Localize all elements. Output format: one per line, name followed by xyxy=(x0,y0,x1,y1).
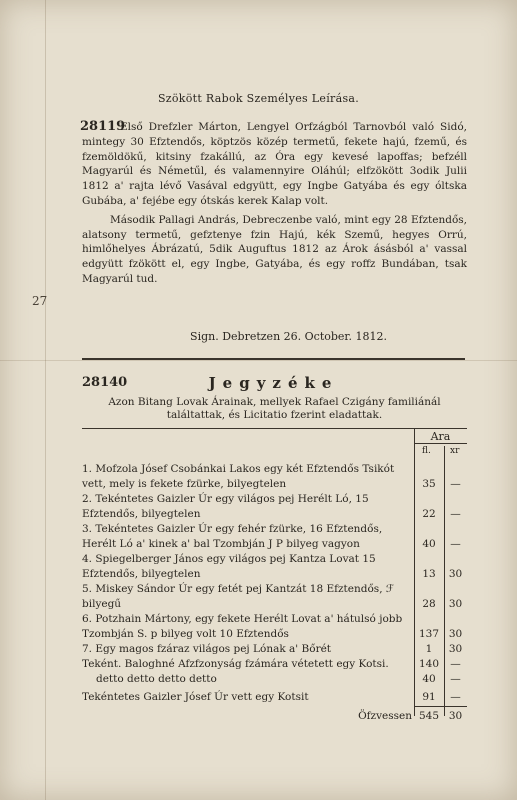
row-xr: — xyxy=(450,538,461,550)
notice1-title: Szökött Rabok Személyes Leírása. xyxy=(157,92,360,105)
fold-line xyxy=(0,360,517,361)
row-xr: 30 xyxy=(448,628,463,640)
row-xr: 30 xyxy=(448,643,463,655)
row-xr: 30 xyxy=(448,598,463,610)
row-fl: 1 xyxy=(425,643,433,655)
row-description: Teként. Baloghné Afzfzonyság fzámára vétetett egy Kotsi. xyxy=(82,658,389,670)
row-description: Tekéntetes Gaizler Jósef Úr vett egy Kotsit xyxy=(82,691,309,703)
notice2-subtitle: Azon Bitang Lovak Árainak, mellyek Rafael Czigány familiánál találtattak, és Licitatio fzerint eladattak. xyxy=(108,396,441,421)
notice1-signature: Sign. Debretzen 26. October. 1812. xyxy=(190,330,387,343)
row-fl: 91 xyxy=(422,691,436,703)
row-fl: 140 xyxy=(418,658,440,670)
notice1-number: 28119 xyxy=(80,119,126,134)
row-fl: 35 xyxy=(422,478,436,490)
row-description: 1. Mofzola Jósef Csobánkai Lakos egy két Efztendős Tsikót vett, mely is fekete fzürke, bilyegtelen xyxy=(82,463,395,490)
col-xr-header: xr xyxy=(450,446,460,456)
row-xr: — xyxy=(450,508,461,520)
row-xr: — xyxy=(450,478,461,490)
total-label: Öfzvessen xyxy=(358,710,412,722)
row-fl: 40 xyxy=(422,538,436,550)
row-xr: — xyxy=(450,691,461,703)
total-xr: 30 xyxy=(448,710,463,722)
row-xr: — xyxy=(450,673,461,685)
total-fl: 545 xyxy=(418,710,440,722)
notice1-paragraph2: Második Pallagi András, Debreczenbe való, mint egy 28 Efztendős, alatsony termetű, gefztenye fzin Hajú, kék Szemű, hegyes Orrú, himlőhelyes Ábrázatú, 5dik Auguftus 1812 az Árok ásásból a' vassal edgyütt fzökött el, egy Ingbe, Gatyába, és egy roffz Bundában, tsak Magyarúl tud. xyxy=(82,213,467,285)
notice1-body xyxy=(82,120,467,287)
notice2-title: Jegyzéke xyxy=(208,374,339,392)
total-rule xyxy=(414,706,467,707)
row-fl: 13 xyxy=(422,568,436,580)
fold-line xyxy=(45,0,46,800)
row-xr: 30 xyxy=(448,568,463,580)
section-divider xyxy=(82,358,465,360)
row-description: 2. Tekéntetes Gaizler Úr egy világos pej Herélt Ló, 15 Efztendős, bilyegtelen xyxy=(82,493,369,520)
row-description: 7. Egy magos fzáraz világos pej Lónak a' Bőrét xyxy=(82,643,332,655)
row-description: 4. Spiegelberger János egy világos pej Kantza Lovat 15 Efztendős, bilyegtelen xyxy=(82,553,376,580)
notice1-paragraph1: Első Drefzler Márton, Lengyel Orfzágból Tarnovból való Sidó, mintegy 30 Efztendős, köptzös közép termetű, fekete hajú, fzemű, és fzemöldökű, kitsiny fzakállú, az Óra egy kevesé lapoffas; befzéll Magyarúl és Németűl, és valamennyire Oláhúl; elfzökött 3odik Julii 1812 a' rajta lévő Vasával edgyütt, egy Ingbe Gatyába és egy óltska Gubába, a' fejébe egy ótskás kerek Kalap volt. xyxy=(82,121,467,207)
row-description: 6. Potzhain Mártony, egy fekete Herélt Lovat a' hátulsó jobb Tzombján S. p bilyeg volt 10 Efztendős xyxy=(82,613,403,640)
column-headers xyxy=(414,446,467,460)
row-description: 5. Miskey Sándor Úr egy fetét pej Kantzát 18 Efztendős, ℱ bilyegű xyxy=(82,583,395,610)
row-xr: — xyxy=(450,658,461,670)
row-fl: 22 xyxy=(422,508,436,520)
row-fl: 40 xyxy=(422,673,436,685)
row-description: detto detto detto detto xyxy=(96,673,217,685)
ara-header: Ara xyxy=(414,430,467,444)
notice2-number: 28140 xyxy=(82,375,128,390)
row-description: 3. Tekéntetes Gaizler Úr egy fehér fzürke, 16 Efztendős, Herélt Ló a' kinek a' bal Tzombján J P bilyeg vagyon xyxy=(82,523,383,550)
row-fl: 137 xyxy=(418,628,440,640)
margin-mark: 27 xyxy=(32,294,48,308)
table-top-rule xyxy=(82,428,467,429)
row-fl: 28 xyxy=(422,598,436,610)
col-fl-header: fl. xyxy=(422,446,431,456)
